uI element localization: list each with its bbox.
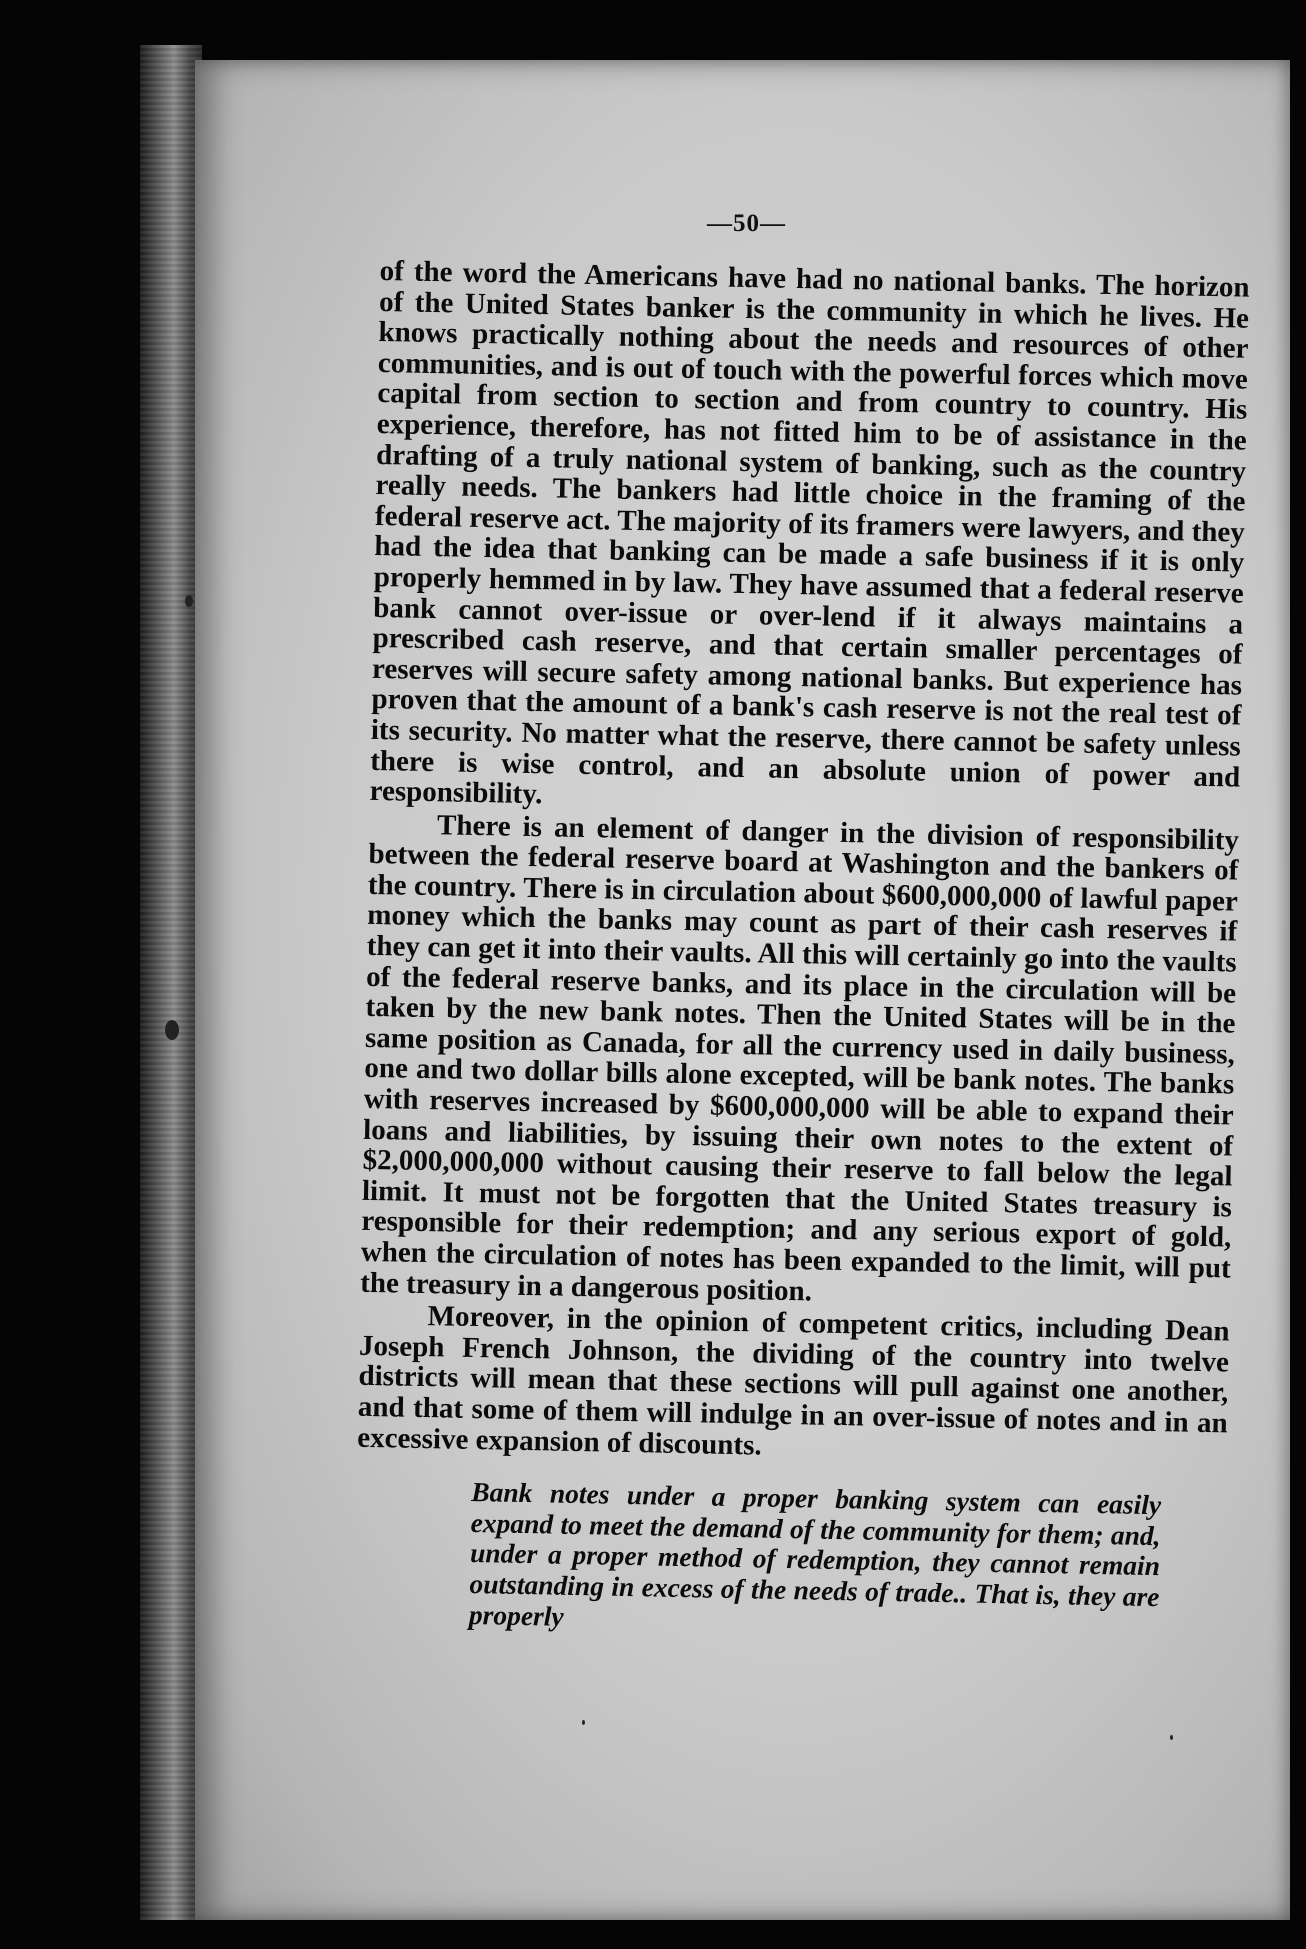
page-text (354, 256, 1250, 1645)
paragraph-1: of the word the Americans have had no national banks. The horizon of the United States banker is the community in which he lives. He knows practically nothing about the needs and resources of other communities, and is out of touch with the powerful forces which move capital from section to section and from country to country. His experience, therefore, has not fitted him to be of assistance in the drafting of a truly national system of banking, such as the country really needs. The bankers had little choice in the framing of the federal reserve act. The majority of its framers were lawyers, and they had the idea that banking can be made a safe business if it is only properly hemmed in by law. They have assumed that a federal reserve bank cannot over-issue or over-lend if it always maintains a prescribed cash reserve, and that certain smaller percentages of reserves will secure safety among national banks. But experience has proven that the amount of a bank's cash reserve is not the real test of its security. No matter what the reserve, there cannot be safety unless there is wise control, and an absolute union of power and responsibility. (369, 255, 1250, 811)
paragraph-2: There is an element of danger in the division of responsibility between the federal reserve board at Washington and the bankers of the country. There is in circulation about $600,000,000 of lawful paper money which the banks may count as part of their cash reserves if they can get it into their vaults. All this will certainly go into the vaults of the federal reserve banks, and its place in the circulation will be taken by the new bank notes. Then the United States will be in the same position as Canada, for all the currency used in daily business, one and two dollar bills alone excepted, will be bank notes. The banks with reserves increased by $600,000,000 will be able to expand their loans and liabilities, by issuing their own notes to the extent of $2,000,000,000 without causing their reserve to fall below the legal limit. It must not be forgotten that the United States treasury is responsible for their redemption; and any serious export of gold, when the circulation of notes has been expanded to the limit, will put the treasury in a dangerous position. (359, 808, 1240, 1308)
ink-speck (582, 1720, 585, 1725)
book-spine (140, 45, 202, 1920)
paragraph-3: Moreover, in the opinion of competent critics, including Dean Joseph French Johnson, the dividing of the country into twelve districts will mean that these sections will pull against one another, and that some of them will indulge in an over-issue of notes and in an excessive expansion of discounts. (357, 1300, 1230, 1462)
book-page (195, 60, 1290, 1920)
page-number: —50— (707, 210, 786, 237)
ink-speck (1170, 1735, 1173, 1740)
ink-speck (185, 595, 193, 607)
ink-speck (165, 1020, 179, 1040)
block-quote: Bank notes under a proper banking system can easily expand to meet the demand of the community for them; and, under a proper method of redemption, they cannot remain outstanding in excess of the needs of trade.. That is, they are properly (468, 1476, 1162, 1632)
